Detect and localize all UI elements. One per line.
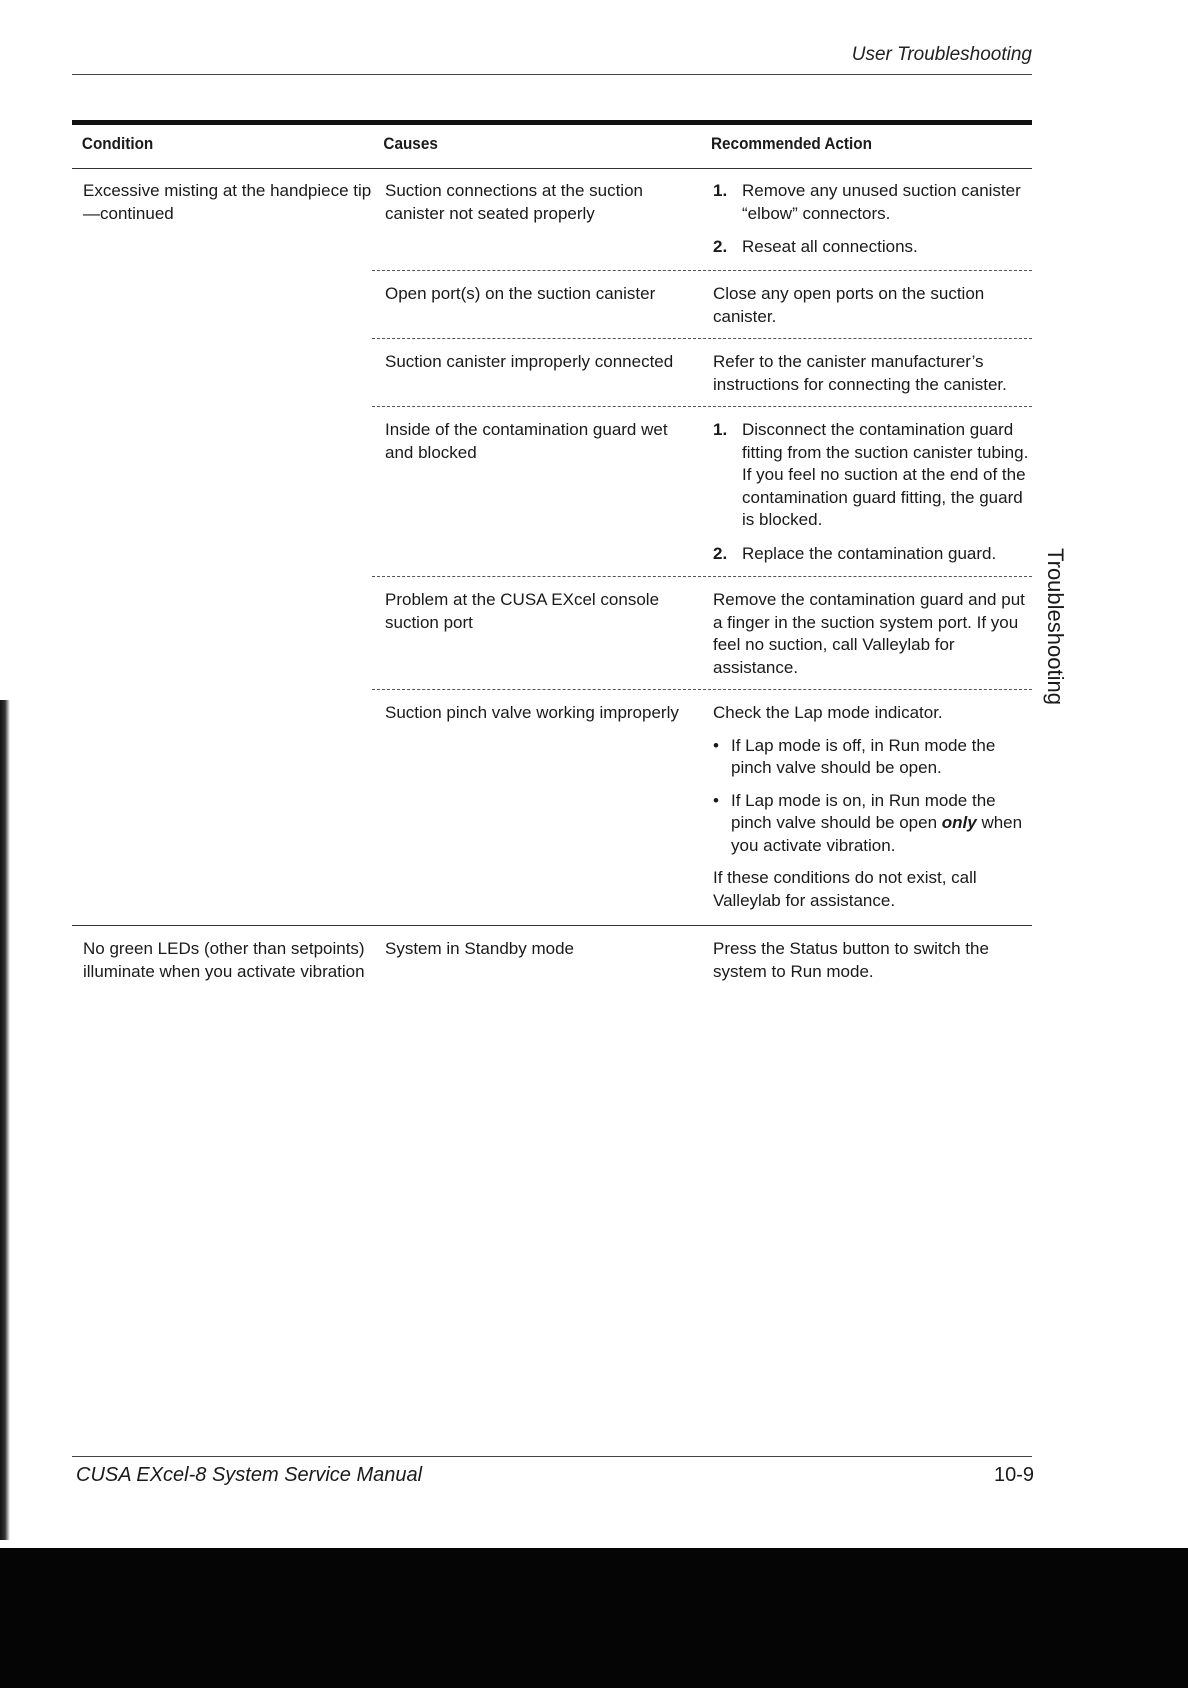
page-number: 10-9 <box>993 1464 1034 1486</box>
action-step <box>713 180 1033 225</box>
action-bullet <box>713 790 1033 858</box>
action-step <box>713 236 1033 259</box>
cause-cell: Open port(s) on the suction canister <box>385 284 656 303</box>
step-number: 1. <box>713 181 728 200</box>
column-header-recommended-action: Recommended Action <box>711 134 872 153</box>
bullet-text-end: when you activate vibration. <box>731 813 1023 855</box>
column-header-causes: Causes <box>383 134 438 153</box>
cause-separator <box>372 689 1032 690</box>
action-cell: Close any open ports on the suction canister. <box>713 284 985 326</box>
header-rule <box>72 74 1032 75</box>
action-cell: Remove the contamination guard and put a finger in the suction system port. If you feel no suction, call Valleylab for assistance. <box>713 590 1025 677</box>
step-text: Replace the contamination guard. <box>742 543 997 563</box>
manual-title: CUSA EXcel-8 System Service Manual <box>76 1464 423 1486</box>
table-top-rule <box>72 120 1032 125</box>
cause-cell: System in Standby mode <box>385 939 574 958</box>
column-header-condition: Condition <box>81 134 154 153</box>
section-side-tab <box>1042 548 1068 705</box>
condition-cell: Excessive misting at the handpiece tip—continued <box>83 181 372 223</box>
action-cell: Refer to the canister manufacturer’s instructions for connecting the canister. <box>713 352 1007 394</box>
scan-shadow-left <box>0 700 10 1540</box>
running-header: User Troubleshooting <box>851 44 1032 65</box>
footer-rule <box>72 1456 1032 1457</box>
step-number: 2. <box>713 237 728 256</box>
action-cell <box>713 419 1033 576</box>
cause-cell: Inside of the contamination guard wet and blocked <box>385 420 668 462</box>
cause-separator <box>372 406 1032 407</box>
action-cell: Press the Status button to switch the system to Run mode. <box>713 939 989 981</box>
step-number: 2. <box>713 543 728 563</box>
bullet-text-start: If Lap mode is on, in Run mode the pinch valve should be open <box>731 790 996 832</box>
cause-cell: Problem at the CUSA EXcel console suction port <box>385 590 660 632</box>
condition-cell: No green LEDs (other than setpoints) illuminate when you activate vibration <box>83 939 365 981</box>
cause-separator <box>372 270 1032 271</box>
cause-cell: Suction canister improperly connected <box>385 352 674 371</box>
cause-separator <box>372 576 1032 577</box>
action-cell <box>713 702 1033 922</box>
cause-separator <box>372 338 1032 339</box>
action-step <box>713 543 1033 566</box>
step-number: 1. <box>713 420 728 439</box>
bullet-icon: • <box>713 735 719 755</box>
bullet-icon: • <box>713 790 719 810</box>
action-intro: Check the Lap mode indicator. <box>713 703 943 722</box>
bullet-text: If Lap mode is off, in Run mode the pinch valve should be open. <box>731 735 996 777</box>
step-text: Remove any unused suction canister “elbow” connectors. <box>742 181 1021 223</box>
header-rule-bottom <box>72 168 1032 169</box>
action-outro: If these conditions do not exist, call Valleylab for assistance. <box>713 868 977 910</box>
scan-shadow-bottom <box>0 1548 1188 1688</box>
cause-cell: Suction pinch valve working improperly <box>385 703 679 722</box>
action-cell <box>713 180 1033 270</box>
action-bullet <box>713 735 1033 780</box>
step-text: Reseat all connections. <box>742 237 918 256</box>
bullet-text <box>731 790 1033 858</box>
step-text: Disconnect the contamination guard fitting from the suction canister tubing. If you feel no suction at the end of the contamination guard fitting, the guard is blocked. <box>742 420 1029 529</box>
side-tab-label: Troubleshooting <box>1043 548 1068 705</box>
emphasis-only: only <box>941 813 977 832</box>
cause-cell: Suction connections at the suction canister not seated properly <box>385 181 643 223</box>
action-step <box>713 419 1033 532</box>
row-separator <box>72 925 1032 926</box>
